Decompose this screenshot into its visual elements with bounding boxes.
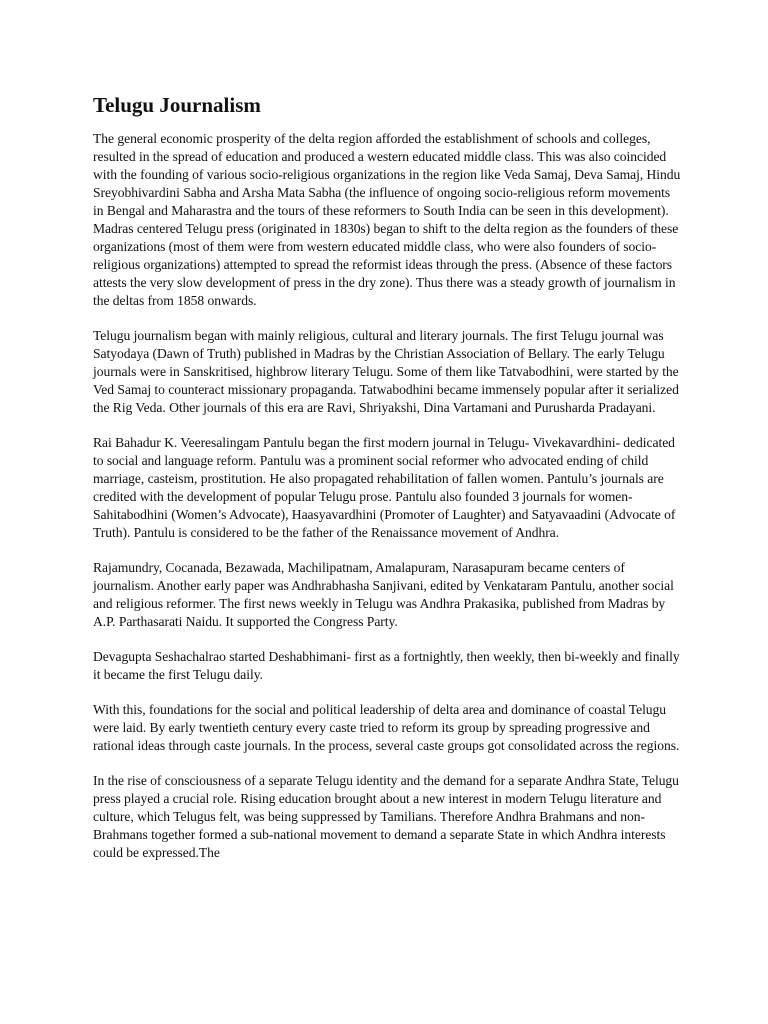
- paragraph-veeresalingam: Rai Bahadur K. Veeresalingam Pantulu began the first modern journal in Telugu- Vivekavardhini- dedicated to social and language reform. Pantulu was a prominent social reformer who advocated ending of child marriage, casteism, prostitution. He also propagated rehabilitation of fallen women. Pantulu’s journals are credited with the development of popular Telugu prose. Pantulu also founded 3 journals for women- Sahitabodhini (Women’s Advocate), Haasyavardhini (Promoter of Laughter) and Satyavaadini (Advocate of Truth). Pantulu is considered to be the father of the Renaissance movement of Andhra.: [93, 435, 676, 540]
- paragraph-telugu-identity: In the rise of consciousness of a separate Telugu identity and the demand for a separate Andhra State, Telugu press played a crucial role. Rising education brought about a new interest in modern Telugu literature and culture, which Telugus felt, was being suppressed by Tamilians. Therefore Andhra Brahmans and non-Brahmans together formed a sub-national movement to demand a separate State in which Andhra interests could be expressed.The: [93, 773, 679, 860]
- paragraph-early-journals: Telugu journalism began with mainly religious, cultural and literary journals. The first Telugu journal was Satyodaya (Dawn of Truth) published in Madras by the Christian Association of Bellary. The early Telugu journals were in Sanskritised, highbrow literary Telugu. Some of them like Tatvabodhini, were started by the Ved Samaj to counteract missionary propaganda. Tatwabodhini became immensely popular after it serialized the Rig Veda. Other journals of this era are Ravi, Shriyakshi, Dina Vartamani and Purusharda Pradayani.: [93, 328, 679, 415]
- paragraph-caste-journals: With this, foundations for the social and political leadership of delta area and dominance of coastal Telugu were laid. By early twentieth century every caste tried to reform its group by spreading progressive and rational ideas through caste journals. In the process, several caste groups got consolidated across the regions.: [93, 702, 680, 753]
- document-title: Telugu Journalism: [93, 93, 261, 117]
- paragraph-deshabhimani: Devagupta Seshachalrao started Deshabhimani- first as a fortnightly, then weekly, then bi-weekly and finally it became the first Telugu daily.: [93, 649, 680, 682]
- paragraph-journalism-centers: Rajamundry, Cocanada, Bezawada, Machilipatnam, Amalapuram, Narasapuram became centers of journalism. Another early paper was Andhrabhasha Sanjivani, edited by Venkataram Pantulu, another social and religious reformer. The first news weekly in Telugu was Andhra Prakasika, published from Madras by A.P. Parthasarati Naidu. It supported the Congress Party.: [93, 560, 674, 629]
- document-page: [93, 92, 683, 879]
- paragraph-delta-prosperity: The general economic prosperity of the delta region afforded the establishment of schools and colleges, resulted in the spread of education and produced a western educated middle class. This was also coincided with the founding of various socio-religious organizations in the region like Veda Samaj, Deva Samaj, Hindu Sreyobhivardini Sabha and Arsha Mata Sabha (the influence of ongoing socio-religious reform movements in Bengal and Maharastra and the tours of these reformers to South India can be seen in this development). Madras centered Telugu press (originated in 1830s) began to shift to the delta region as the founders of these organizations (most of them were from western educated middle class, who were also founders of socio-religious organizations) attempted to spread the reformist ideas through the press. (Absence of these factors attests the very slow development of press in the dry zone). Thus there was a steady growth of journalism in the deltas from 1858 onwards.: [93, 131, 681, 308]
